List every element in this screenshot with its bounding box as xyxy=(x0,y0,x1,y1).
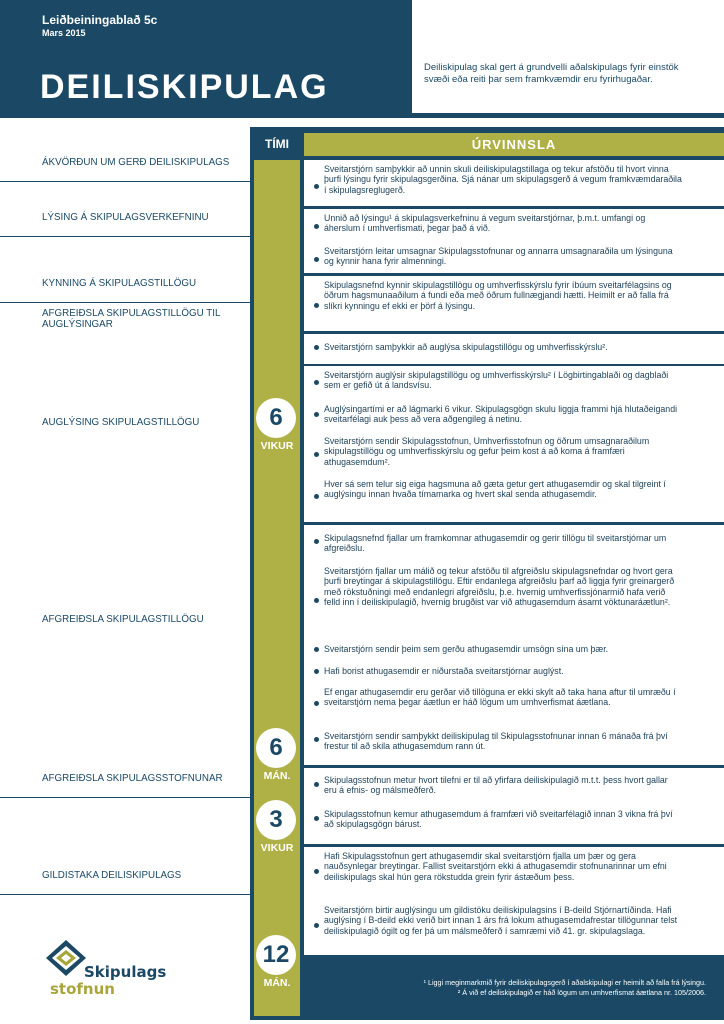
bullet-icon xyxy=(314,782,319,787)
step-text: Skipulagsnefnd fjallar um framkomnar athugasemdir og gerir tillögu til sveitarstjórnar um afgreiðslu. xyxy=(324,533,667,554)
footnote: ² Á við ef deiliskipulagið er háð lögum um umhverfismat áætlana nr. 105/2006. xyxy=(457,988,706,997)
bullet-icon xyxy=(314,598,319,603)
step-panel xyxy=(304,847,724,955)
step-text: Skipulagsstofnun metur hvort tilefni er til að yfirfara deiliskipulagið m.t.t. þess hvort gallar eru á efnis- og málsmeðferð. xyxy=(324,775,668,796)
stage-label: ÁKVÖRÐUN UM GERÐ DEILISKIPULAGS xyxy=(42,157,230,168)
stage-label: KYNNING Á SKIPULAGSTILLÖGU xyxy=(42,278,197,289)
duration-unit: MÁN. xyxy=(263,977,291,989)
page-title: DEILISKIPULAG xyxy=(40,68,329,106)
bullet-icon xyxy=(314,380,319,385)
duration-unit: MÁN. xyxy=(263,770,291,782)
stage-label: AFGREIÐSLA SKIPULAGSTILLÖGU TIL AUGLÝSINGAR xyxy=(42,308,221,330)
bullet-icon xyxy=(314,816,319,821)
step-text: Sveitarstjórn samþykkir að unnin skuli deiliskipulagstillaga og tekur afstöðu til hvort vinna þurfi lýsingu fyrir skipulagsgerðina. Sjá nánar um skipulagsgerð á vegum framkvæmdaraðila í skipulagsreglugerð. xyxy=(324,164,682,195)
bullet-icon xyxy=(314,452,319,457)
bullet-icon xyxy=(314,184,319,189)
step-text: Sveitarstjórn leitar umsagnar Skipulagsstofnunar og annarra umsagnaraðila um lýsinguna og kynnir hana fyrir almenningi. xyxy=(324,246,673,267)
bullet-icon xyxy=(314,869,319,874)
bullet-icon xyxy=(314,224,319,229)
step-text: Sveitarstjórn fjallar um málið og tekur afstöðu til afgreiðslu skipulagsnefndar og hvort gera þurfi breytingar á skipulagstillögu. Eftir endanlega afgreiðslu þarf að liggja fyrir greinargerð með rökstuðningi með endanlegri afgreiðslu, þ.e. hvernig umhverfissjónarmið hafa verið felld inn í deiliskipulagið, hvernig brugðist var við athugasemdum ásamt vöktunaráætlun². xyxy=(324,566,675,608)
duration-unit: VIKUR xyxy=(260,440,294,452)
logo-diamond-icon xyxy=(44,938,88,978)
step-panel xyxy=(304,160,724,206)
bullet-icon xyxy=(314,701,319,706)
step-text: Auglýsingartími er að lágmarki 6 vikur. Skipulagsgögn skulu liggja frammi hjá hlutaðeigandi sveitarfélagi auk þess að vera aðgengileg á netinu. xyxy=(324,404,678,425)
bullet-icon xyxy=(314,669,319,674)
bullet-icon xyxy=(314,345,319,350)
bullet-icon xyxy=(314,412,319,417)
stage-label: AUGLÝSING SKIPULAGSTILLÖGU xyxy=(42,417,200,428)
stage-divider xyxy=(0,894,250,895)
header-divider xyxy=(412,113,724,118)
bullet-icon xyxy=(314,647,319,652)
bullet-icon xyxy=(314,257,319,262)
stage-label: LÝSING Á SKIPULAGSVERKEFNINU xyxy=(42,212,209,223)
document-date: Mars 2015 xyxy=(42,28,86,38)
duration-circle: 12 xyxy=(256,935,296,975)
stage-label: AFGREIÐSLA SKIPULAGSTILLÖGU xyxy=(42,614,204,625)
step-text: Skipulagsstofnun kemur athugasemdum á framfæri við sveitarfélagið innan 3 vikna frá því að skipulagsgögn bárust. xyxy=(324,809,673,830)
step-panel xyxy=(304,525,724,765)
step-text: Sveitarstjórn birtir auglýsingu um gildistöku deiliskipulagsins í B-deild Stjórnartíðinda. Hafi auglýsing í B-deild ekki verið birt innan 1 árs frá lokum athugasemdafrestar tillögunnar telst deiliskipulagið ógilt og fer þá um málsmeðferð í samræmi við 41. gr. skipulagslaga. xyxy=(324,905,678,936)
duration-circle: 6 xyxy=(256,728,296,768)
step-panel xyxy=(304,768,724,844)
step-text: Hafi Skipulagsstofnun gert athugasemdir skal sveitarstjórn fjalla um þær og gera nauðsynlegar breytingar. Fallist sveitarstjórn ekki á athugasemdir stofnunarinnar um efni deiliskipulags skal hún gera rökstudda grein fyrir ástæðum þess. xyxy=(324,851,667,882)
intro-text: Deiliskipulag skal gert á grundvelli aðalskipulags fyrir einstök svæði eða reiti þar sem framkvæmdir eru fyrirhugaðar. xyxy=(424,62,679,85)
bullet-icon xyxy=(314,539,319,544)
bullet-icon xyxy=(314,923,319,928)
bullet-icon xyxy=(314,303,319,308)
step-text: Sveitarstjórn sendir Skipulagsstofnun, Umhverfisstofnun og öðrum umsagnaraðilum skipulagstillögu og umhverfisskýrslu og gefur þeim kost á að koma á framfæri athugasemdum². xyxy=(324,436,650,467)
step-panel xyxy=(304,334,724,364)
timeline-bar xyxy=(254,160,300,1016)
logo-text: Skipulags xyxy=(84,963,167,981)
step-text: Skipulagsnefnd kynnir skipulagstillögu og umhverfisskýrslu fyrir íbúum sveitarfélagsins og öðrum hagsmunaaðilum á fundi eða með öðrum fullnægjandi hætti. Heimilt er að falla frá slíkri kynningu ef ekki er þörf á lýsingu. xyxy=(324,280,672,311)
stage-divider xyxy=(0,302,250,303)
stage-divider xyxy=(0,797,250,798)
duration-circle: 6 xyxy=(256,398,296,438)
bullet-icon xyxy=(314,494,319,499)
bullet-icon xyxy=(314,737,319,742)
step-text: Hafi borist athugasemdir er niðurstaða sveitarstjórnar auglýst. xyxy=(324,666,564,676)
step-text: Sveitarstjórn auglýsir skipulagstillögu og umhverfisskýrslu² í Lögbirtingablaði og dagblaði sem er gefið út á landsvísu. xyxy=(324,370,669,391)
time-column-header: TÍMI xyxy=(265,137,289,151)
footnote: ¹ Liggi meginmarkmið fyrir deiliskipulagsgerð í aðalskipulagi er heimilt að falla frá lýsingu. xyxy=(423,978,706,987)
stage-divider xyxy=(0,181,250,182)
duration-unit: VIKUR xyxy=(260,842,294,854)
stage-divider xyxy=(0,236,250,237)
processing-column-header: ÚRVINNSLA xyxy=(304,133,724,156)
step-text: Sveitarstjórn samþykkir að auglýsa skipulagstillögu og umhverfisskýrslu². xyxy=(324,342,608,352)
step-text: Ef engar athugasemdir eru gerðar við tillöguna er ekki skylt að taka hana aftur til umræðu í sveitarstjórn nema þegar áætlun er háð lögum um umhverfismat áætlana. xyxy=(324,687,676,708)
document-subtitle: Leiðbeiningablað 5c xyxy=(42,13,158,27)
step-text: Unnið að lýsingu¹ á skipulagsverkefninu á vegum sveitarstjórnar, þ.m.t. umfangi og áherslum í umhverfismati, þegar það á við. xyxy=(324,213,646,234)
step-text: Hver sá sem telur sig eiga hagsmuna að gæta getur gert athugasemdir og skal tilgreint í auglýsingu innan hvaða tímamarka og hvert skal senda athugasemdir. xyxy=(324,479,666,500)
step-panel xyxy=(304,209,724,273)
step-panel xyxy=(304,366,724,522)
stage-label: GILDISTAKA DEILISKIPULAGS xyxy=(42,870,182,881)
step-text: Sveitarstjórn sendir þeim sem gerðu athugasemdir umsögn sína um þær. xyxy=(324,644,609,654)
logo-text: stofnun xyxy=(50,980,115,998)
step-panel xyxy=(304,276,724,331)
stage-label: AFGREIÐSLA SKIPULAGSSTOFNUNAR xyxy=(42,773,223,784)
duration-circle: 3 xyxy=(256,800,296,840)
step-text: Sveitarstjórn sendir samþykkt deiliskipulag til Skipulagsstofnunar innan 6 mánaða frá því frestur til að skila athugasemdum rann út. xyxy=(324,731,668,752)
